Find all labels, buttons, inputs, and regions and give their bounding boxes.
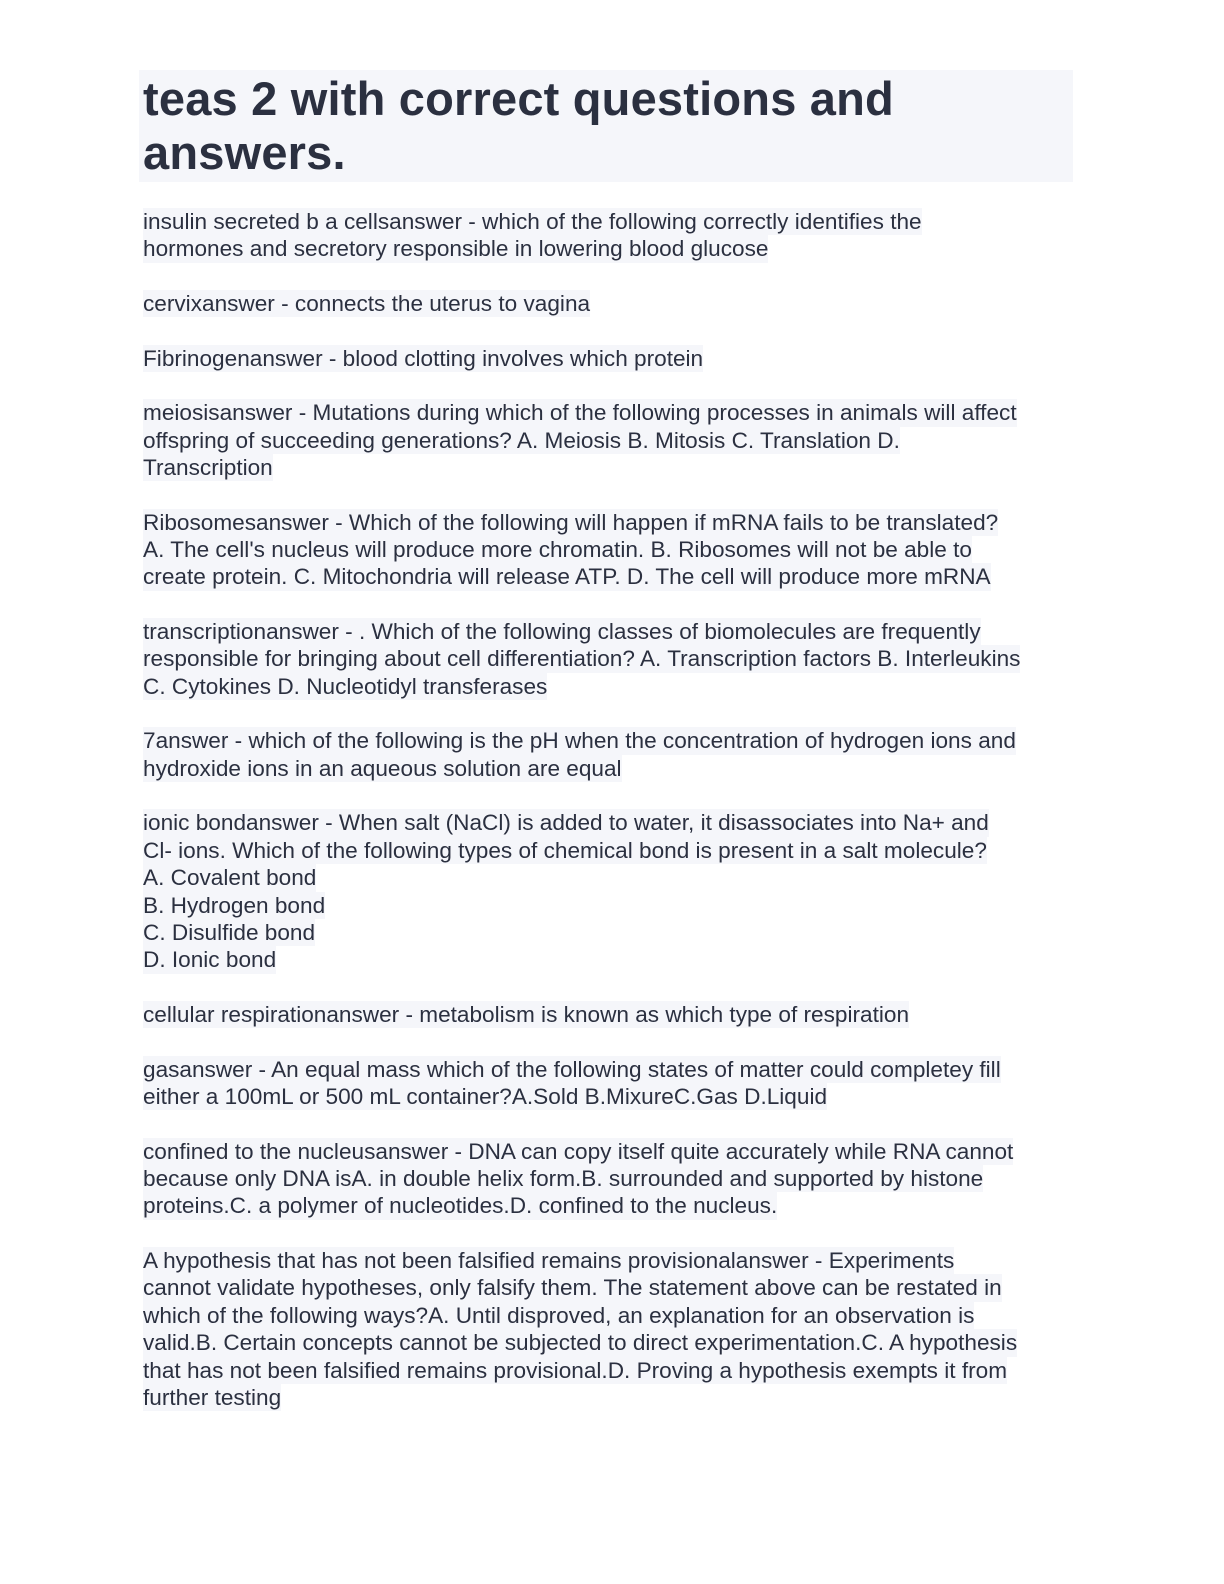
qa-entry-line: ionic bondanswer - When salt (NaCl) is added to water, it disassociates into Na+ and [143, 810, 989, 836]
qa-entry [143, 1138, 1073, 1220]
qa-entry-line: responsible for bringing about cell differentiation? A. Transcription factors B. Interleukins [143, 646, 1021, 672]
qa-entry-line: Ribosomesanswer - Which of the following will happen if mRNA fails to be translated? [143, 509, 999, 535]
qa-entry-line: 7answer - which of the following is the pH when the concentration of hydrogen ions and [143, 728, 1016, 754]
title-line-1: teas 2 with correct questions and [143, 72, 894, 125]
qa-entry-line: meiosisanswer - Mutations during which of the following processes in animals will affect [143, 400, 1017, 426]
qa-entry-line: B. Hydrogen bond [143, 892, 326, 918]
qa-entry [143, 1056, 1073, 1111]
title-block [139, 70, 1073, 182]
qa-entry-line: A. The cell's nucleus will produce more chromatin. B. Ribosomes will not be able to [143, 537, 972, 562]
qa-entry-line: either a 100mL or 500 mL container?A.Sold B.MixureC.Gas D.Liquid [143, 1084, 828, 1110]
qa-entry [143, 509, 1073, 591]
qa-entry-line: because only DNA isA. in double helix form.B. surrounded and supported by histone [143, 1166, 984, 1192]
qa-entry [143, 290, 1073, 317]
qa-entry-line: Fibrinogenanswer - blood clotting involves which protein [143, 345, 704, 371]
qa-entry-line: C. Disulfide bond [143, 920, 316, 946]
qa-entry [143, 618, 1073, 700]
qa-entry [143, 399, 1073, 481]
qa-entry-line: hormones and secretory responsible in lowering blood glucose [143, 236, 769, 262]
qa-entry-line: cellular respirationanswer - metabolism is known as which type of respiration [143, 1002, 910, 1028]
qa-entry-line: valid.B. Certain concepts cannot be subjected to direct experimentation.C. A hypothesis [143, 1330, 1018, 1356]
qa-entry-line: gasanswer - An equal mass which of the following states of matter could completey fill [143, 1056, 1001, 1082]
page-title [143, 72, 1069, 180]
qa-entry [143, 809, 1073, 973]
qa-entry [143, 345, 1073, 372]
qa-entry-line: cervixanswer - connects the uterus to vagina [143, 291, 591, 316]
document-page [139, 70, 1073, 1439]
qa-entry-line: D. Ionic bond [143, 947, 277, 973]
qa-entry [143, 1247, 1073, 1411]
qa-entry [143, 1001, 1073, 1028]
qa-entry-line: that has not been falsified remains provisional.D. Proving a hypothesis exempts it from [143, 1357, 1008, 1383]
qa-entry-line: create protein. C. Mitochondria will release ATP. D. The cell will produce more mRNA [143, 564, 991, 590]
qa-entry [143, 208, 1073, 263]
qa-entry-line: insulin secreted b a cellsanswer - which of the following correctly identifies the [143, 209, 922, 234]
qa-entry-line: hydroxide ions in an aqueous solution are equal [143, 755, 622, 781]
qa-entry-line: offspring of succeeding generations? A. Meiosis B. Mitosis C. Translation D. [143, 427, 900, 453]
qa-entry-line: A. Covalent bond [143, 865, 317, 891]
qa-entry-line: Cl- ions. Which of the following types of chemical bond is present in a salt molecule? [143, 837, 987, 863]
qa-entry-line: proteins.C. a polymer of nucleotides.D. confined to the nucleus. [143, 1193, 778, 1219]
qa-entry-line: confined to the nucleusanswer - DNA can copy itself quite accurately while RNA cannot [143, 1138, 1014, 1164]
qa-entry-line: cannot validate hypotheses, only falsify them. The statement above can be restated in [143, 1275, 1002, 1301]
qa-entry-line: which of the following ways?A. Until disproved, an explanation for an observation is [143, 1302, 975, 1328]
title-line-2: answers. [143, 126, 346, 179]
qa-entry-line: C. Cytokines D. Nucleotidyl transferases [143, 673, 548, 699]
qa-entry-line: A hypothesis that has not been falsified remains provisionalanswer - Experiments [143, 1248, 955, 1274]
qa-entry [143, 727, 1073, 782]
qa-entry-line: Transcription [143, 455, 273, 480]
qa-entry-line: transcriptionanswer - . Which of the following classes of biomolecules are frequently [143, 619, 981, 644]
qa-entry-line: further testing [143, 1385, 282, 1411]
qa-list [139, 208, 1073, 1411]
